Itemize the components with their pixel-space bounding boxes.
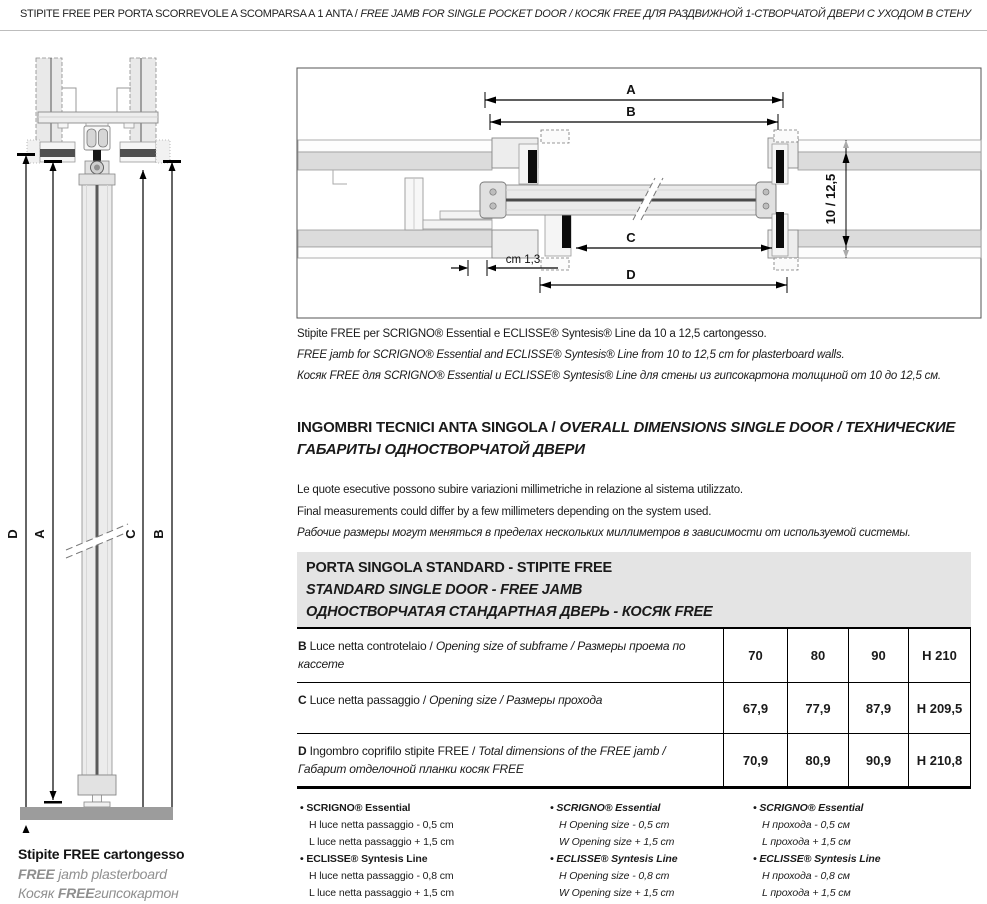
section-heading-ru: ТЕХНИЧЕСКИЕ ГАБАРИТЫ ОДНОСТВОРЧАТОЙ ДВЕРИ xyxy=(297,419,956,458)
bullet-icon: • xyxy=(300,853,304,865)
page-title-ru: КОСЯК FREE ДЛЯ РАЗДВИЖНОЙ 1-СТВОРЧАТОЙ ДВЕРИ С УХОДОМ В СТЕНУ xyxy=(574,8,971,20)
row-description: C Luce netta passaggio / Opening size / Размеры прохода xyxy=(298,693,603,707)
drawing-caption xyxy=(297,324,985,387)
table-cell: 80 xyxy=(787,629,848,682)
table-cell: H 210 xyxy=(908,629,971,682)
door-panel xyxy=(66,185,128,807)
dim-d-label: D xyxy=(626,267,636,282)
table-cell: 90,9 xyxy=(848,734,908,786)
notes-column-en xyxy=(550,800,750,902)
bullet-icon: • xyxy=(753,853,757,865)
section-heading-it: INGOMBRI TECNICI ANTA SINGOLA / xyxy=(297,419,560,436)
header-divider xyxy=(0,30,987,31)
note-line: H прохода - 0,5 см xyxy=(762,819,850,831)
note-line: W Opening size + 1,5 cm xyxy=(559,887,675,899)
horizontal-section-drawing xyxy=(295,60,987,322)
dimension-D xyxy=(5,153,35,833)
right-stud xyxy=(130,58,156,154)
note-brand: • SCRIGNO® Essential xyxy=(300,802,411,814)
section-heading-en: OVERALL DIMENSIONS SINGLE DOOR / xyxy=(559,419,846,436)
bullet-icon: • xyxy=(550,802,554,814)
left-drawing-caption xyxy=(18,845,288,904)
left-caption-it: Stipite FREE cartongesso xyxy=(18,846,185,862)
table-row xyxy=(297,629,971,683)
table-cell: 80,9 xyxy=(787,734,848,786)
note-line: L прохода + 1,5 см xyxy=(762,836,851,848)
dimension-A xyxy=(32,160,62,804)
dim-a-label: A xyxy=(626,82,636,97)
dimension-C xyxy=(123,170,147,807)
page-title-it: STIPITE FREE PER PORTA SCORREVOLE A SCOMPARSA A 1 ANTA / xyxy=(20,8,361,20)
tolerance-note-ru: Рабочие размеры могут меняться в пределах нескольких миллиметров в зависимости от используемой системы. xyxy=(297,527,911,539)
note-line: L luce netta passaggio + 1,5 cm xyxy=(309,836,455,848)
table-title-ru: ОДНОСТВОРЧАТАЯ СТАНДАРТНАЯ ДВЕРЬ - КОСЯК FREE xyxy=(306,604,713,620)
dim-b-label: B xyxy=(626,104,636,119)
note-brand: • ECLISSE® Syntesis Line xyxy=(753,853,881,865)
left-caption-ru: Косяк FREEгипсокартон xyxy=(18,885,179,901)
pocket-cassette xyxy=(333,170,492,230)
note-brand: • SCRIGNO® Essential xyxy=(753,802,864,814)
page-title xyxy=(20,8,970,20)
jamb-gap-label: cm 1,3 xyxy=(505,254,541,266)
note-brand: • ECLISSE® Syntesis Line xyxy=(550,853,678,865)
note-brand: • SCRIGNO® Essential xyxy=(550,802,661,814)
dimension-C xyxy=(576,230,772,252)
bullet-icon: • xyxy=(753,802,757,814)
tolerance-note-en: Final measurements could differ by a few millimeters depending on the system used. xyxy=(297,505,712,518)
wall-thickness-label: 10 / 12,5 xyxy=(823,173,838,225)
bullet-icon: • xyxy=(300,802,304,814)
note-line: L luce netta passaggio + 1,5 cm xyxy=(309,887,455,899)
dim-d-label: D xyxy=(5,529,20,539)
dimensions-table xyxy=(297,627,971,789)
floor xyxy=(20,807,173,820)
table-title xyxy=(297,552,971,627)
table-row xyxy=(297,734,971,786)
note-brand: • ECLISSE® Syntesis Line xyxy=(300,853,428,865)
caption-en: FREE jamb for SCRIGNO® Essential and ECLISSE® Syntesis® Line from 10 to 12,5 cm for plasterboard walls. xyxy=(297,349,845,361)
dim-b-label: B xyxy=(151,529,166,539)
hanger-bolt xyxy=(93,150,101,161)
note-line: H Opening size - 0,5 cm xyxy=(559,819,670,831)
tolerance-note-it: Le quote esecutive possono subire variazioni millimetriche in relazione al sistema utilizzato. xyxy=(297,484,743,496)
bullet-icon: • xyxy=(550,853,554,865)
vertical-section-drawing xyxy=(0,52,200,842)
caption-it: Stipite FREE per SCRIGNO® Essential e ECLISSE® Syntesis® Line da 10 a 12,5 cartongesso. xyxy=(297,328,767,340)
table-cell: 77,9 xyxy=(787,683,848,733)
page-title-en: FREE JAMB FOR SINGLE POCKET DOOR / xyxy=(360,8,575,20)
left-caption-en: FREE jamb plasterboard xyxy=(18,865,167,882)
seal-strip xyxy=(776,212,784,248)
seal-strip xyxy=(528,150,537,183)
dim-a-label: A xyxy=(32,529,47,539)
section-heading xyxy=(297,417,985,461)
table-cell: 90 xyxy=(848,629,908,682)
note-line: H luce netta passaggio - 0,5 cm xyxy=(309,819,454,831)
row-description: D Ingombro coprifilo stipite FREE / Total dimensions of the FREE jamb / Габарит отделочной планки косяк FREE xyxy=(298,744,666,776)
notes-column-it xyxy=(300,800,545,902)
dimension-B xyxy=(151,160,181,807)
row-description: B Luce netta controtelaio / Opening size of subframe / Размеры проема по кассете xyxy=(298,639,686,671)
table-cell: 70 xyxy=(723,629,787,682)
table-cell: H 210,8 xyxy=(908,734,971,786)
notes-column-ru xyxy=(753,800,973,902)
note-line: H Opening size - 0,8 cm xyxy=(559,870,670,882)
table-cell: H 209,5 xyxy=(908,683,971,733)
dimension-B xyxy=(490,104,778,130)
seal-strip xyxy=(776,150,784,183)
seal-strip xyxy=(562,212,571,248)
table-title-en: STANDARD SINGLE DOOR - FREE JAMB xyxy=(306,582,583,598)
table-cell: 87,9 xyxy=(848,683,908,733)
caption-ru: Косяк FREE для SCRIGNO® Essential и ECLISSE® Syntesis® Line для стены из гипсокартона толщиной от 10 до 12,5 см. xyxy=(297,370,941,382)
dim-c-label: C xyxy=(626,230,636,245)
dim-c-label: C xyxy=(123,529,138,539)
table-cell: 70,9 xyxy=(723,734,787,786)
table-row xyxy=(297,683,971,734)
note-line: H luce netta passaggio - 0,8 cm xyxy=(309,870,454,882)
table-cell: 67,9 xyxy=(723,683,787,733)
dimension-D xyxy=(540,267,787,293)
note-line: W Opening size + 1,5 cm xyxy=(559,836,675,848)
note-line: L прохода + 1,5 см xyxy=(762,887,851,899)
table-title-it: PORTA SINGOLA STANDARD - STIPITE FREE xyxy=(306,560,612,576)
note-line: H прохода - 0,8 см xyxy=(762,870,850,882)
tolerance-note xyxy=(297,480,985,545)
